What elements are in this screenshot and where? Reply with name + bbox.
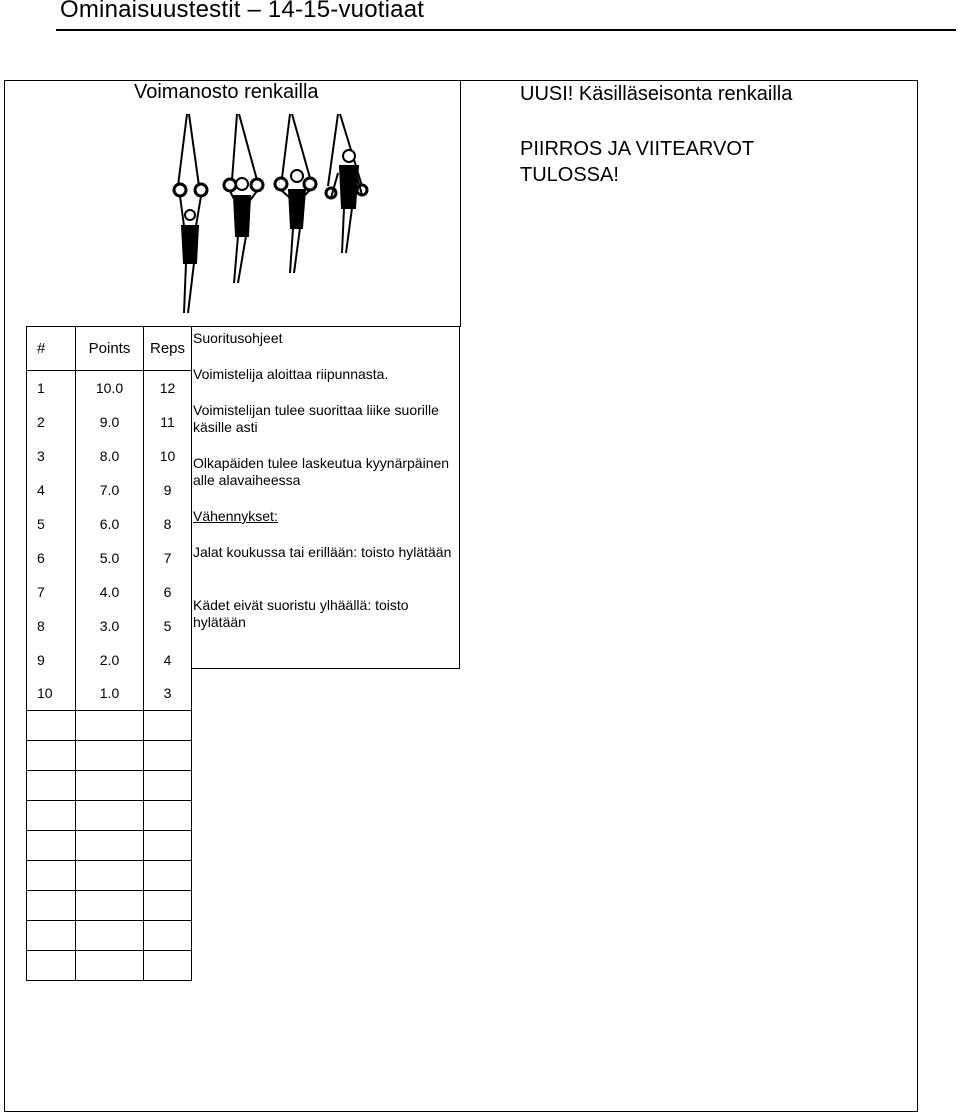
cell-points: 6.0	[76, 507, 144, 541]
empty-row	[27, 831, 192, 861]
table-row	[27, 677, 192, 711]
right-note: PIIRROS JA VIITEARVOT TULOSSA!	[520, 138, 754, 186]
cell-reps: 10	[144, 439, 192, 473]
empty-row	[27, 891, 192, 921]
page-title: Ominaisuustestit – 14-15-vuotiaat	[60, 0, 425, 23]
cell-reps: 7	[144, 541, 192, 575]
cell-rank: 6	[27, 541, 76, 575]
instructions-heading: Suoritusohjeet	[193, 330, 283, 346]
cell-reps: 3	[144, 677, 192, 711]
cell-points: 7.0	[76, 473, 144, 507]
cell-reps: 8	[144, 507, 192, 541]
header-reps: Reps	[144, 327, 192, 371]
cell-rank: 10	[27, 677, 76, 711]
empty-row	[27, 711, 192, 741]
cell-reps: 4	[144, 643, 192, 677]
cell-points: 9.0	[76, 405, 144, 439]
cell-reps: 12	[144, 371, 192, 405]
header-rank: #	[27, 327, 76, 371]
table-row	[27, 643, 192, 677]
cell-reps: 11	[144, 405, 192, 439]
table-row	[27, 575, 192, 609]
cell-points: 1.0	[76, 677, 144, 711]
empty-row	[27, 951, 192, 981]
cell-rank: 7	[27, 575, 76, 609]
score-table	[26, 326, 192, 981]
deduction-2: Kädet eivät suoristu ylhäällä: toisto hylätään	[193, 597, 409, 630]
cell-rank: 2	[27, 405, 76, 439]
header-points: Points	[76, 327, 144, 371]
table-row	[27, 405, 192, 439]
cell-points: 5.0	[76, 541, 144, 575]
cell-rank: 1	[27, 371, 76, 405]
cell-points: 4.0	[76, 575, 144, 609]
title-rule	[56, 29, 956, 31]
empty-row	[27, 771, 192, 801]
rings-muscle-up-illustration	[150, 108, 380, 323]
empty-row	[27, 861, 192, 891]
right-heading: UUSI! Käsilläseisonta renkailla	[520, 83, 793, 105]
cell-rank: 8	[27, 609, 76, 643]
empty-row	[27, 921, 192, 951]
cell-points: 8.0	[76, 439, 144, 473]
deductions-heading: Vähennykset:	[193, 508, 278, 524]
table-row	[27, 371, 192, 405]
instruction-step-1: Voimistelija aloittaa riipunnasta.	[193, 366, 389, 382]
table-row	[27, 473, 192, 507]
cell-rank: 3	[27, 439, 76, 473]
table-row	[27, 609, 192, 643]
cell-reps: 6	[144, 575, 192, 609]
cell-reps: 5	[144, 609, 192, 643]
table-row	[27, 507, 192, 541]
deduction-1: Jalat koukussa tai erillään: toisto hylätään	[193, 544, 452, 560]
cell-rank: 5	[27, 507, 76, 541]
table-row	[27, 541, 192, 575]
instruction-step-2: Voimistelijan tulee suorittaa liike suorille käsille asti	[193, 402, 439, 435]
cell-points: 2.0	[76, 643, 144, 677]
column-divider	[460, 80, 461, 327]
instruction-step-3: Olkapäiden tulee laskeutua kyynärpäinen alle alavaiheessa	[193, 455, 450, 488]
cell-rank: 4	[27, 473, 76, 507]
cell-reps: 9	[144, 473, 192, 507]
cell-points: 10.0	[76, 371, 144, 405]
table-header-row	[27, 327, 192, 371]
left-heading: Voimanosto renkailla	[134, 81, 319, 103]
cell-rank: 9	[27, 643, 76, 677]
empty-row	[27, 801, 192, 831]
cell-points: 3.0	[76, 609, 144, 643]
table-row	[27, 439, 192, 473]
empty-row	[27, 741, 192, 771]
